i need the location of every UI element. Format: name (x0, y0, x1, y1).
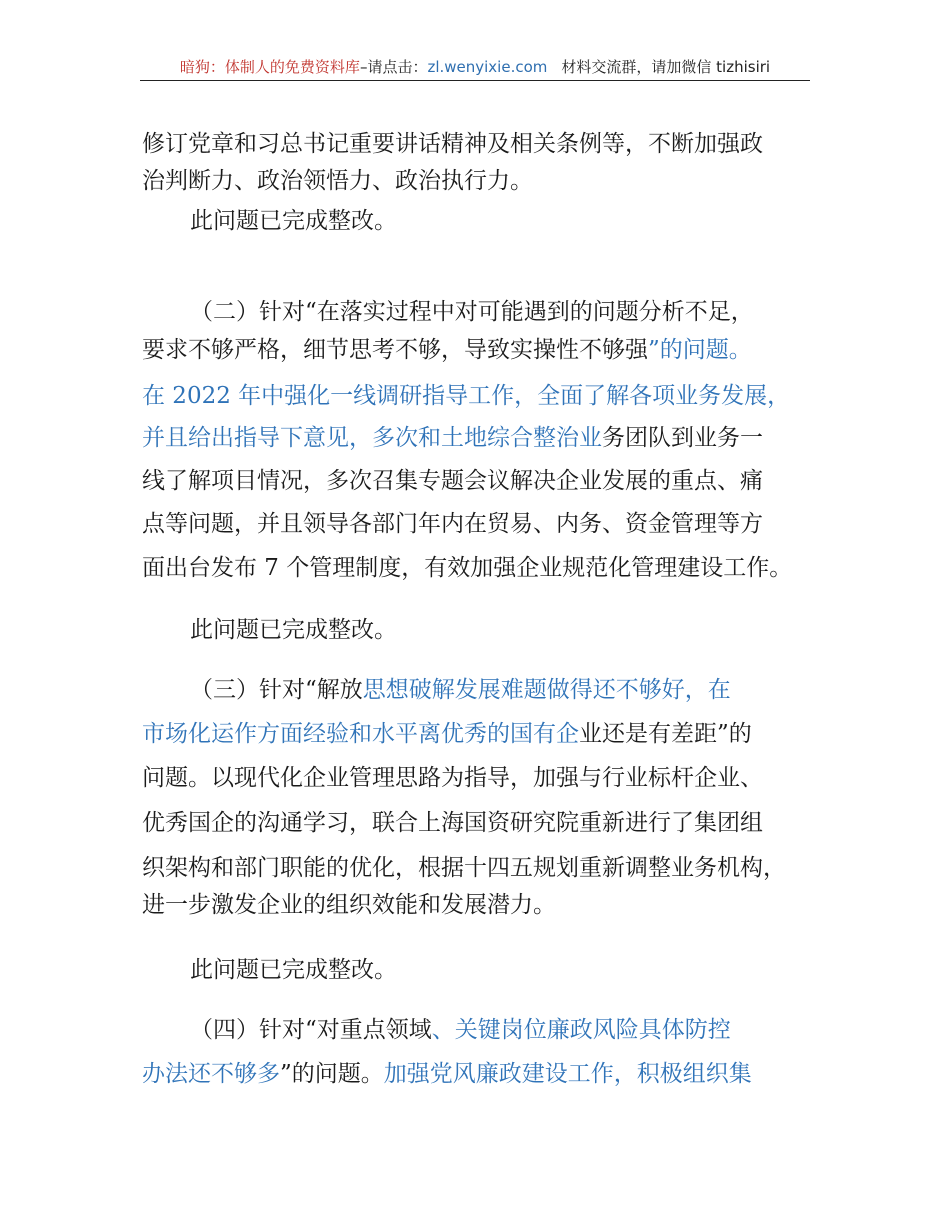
text-seg: 在 2022 年中强化一线调研指导工作，全面了解各项业务发展， (142, 383, 791, 409)
text-seg: （四）针对“对重点领域 (190, 1017, 432, 1043)
text-seg: 点等问题，并且领导各部门年内在贸易、内务、资金管理等方 (142, 511, 763, 537)
text-seg: 线了解项目情况，多次召集专题会议解决企业发展的重点、痛 (142, 468, 763, 494)
text-seg: （三）针对“解放 (190, 677, 363, 703)
header-prompt: –请点击： (359, 58, 428, 76)
status-line (190, 950, 397, 990)
text-line (142, 885, 556, 925)
text-seg: 要求不够严格，细节思考不够，导致实操性不够强 (142, 337, 648, 363)
header-url-link[interactable]: zl.wenyixie.com (427, 58, 548, 76)
status-line (190, 201, 397, 241)
text-line (190, 292, 754, 332)
text-line (142, 548, 792, 588)
text-seg: 修订党章和习总书记重要讲话精神及相关条例等，不断加强政 (142, 131, 763, 157)
text-line (142, 418, 763, 458)
text-seg: 织架构和部门职能的优化，根据十四五规划重新调整业务机构， (142, 855, 786, 881)
text-line (142, 848, 786, 888)
text-seg: 并且给出指导下意见，多次和土地综合整治业 (142, 425, 602, 451)
text-seg: 市场化运作方面经验和水平离优秀的国有企 (142, 721, 579, 747)
text-seg: 、关键岗位廉政风险具体防控 (431, 1017, 731, 1043)
text-line (190, 1010, 731, 1050)
text-line (190, 670, 731, 710)
text-line (142, 161, 533, 201)
text-seg: 务团队到业务一 (602, 425, 763, 451)
text-seg: 办法还不够多 (142, 1061, 280, 1087)
text-line (142, 124, 763, 164)
header-group-note: 材料交流群，请加微信 tizhisiri (561, 58, 771, 76)
text-seg: 优秀国企的沟通学习，联合上海国资研究院重新进行了集团组 (142, 810, 763, 836)
text-seg: 思想破解发展难题做得还不够好，在 (362, 677, 731, 703)
text-seg: （二）针对“在落实过程中对可能遇到的问题分析不足， (190, 299, 754, 325)
text-seg: 加强党风廉政建设工作，积极组织集 (383, 1061, 752, 1087)
text-line (142, 376, 790, 416)
text-line (142, 504, 763, 544)
header-brand: 暗狗：体制人的免费资料库 (179, 58, 360, 76)
text-seg: 问题。以现代化企业管理思路为指导，加强与行业标杆企业、 (142, 765, 763, 791)
text-seg: 业还是有差距”的 (579, 721, 752, 747)
text-seg: 此问题已完成整改。 (190, 617, 397, 643)
page-header (140, 56, 810, 81)
text-line (142, 803, 763, 843)
text-line (142, 461, 763, 501)
text-line (142, 714, 752, 754)
text-seg: ”的问题。 (648, 337, 752, 363)
text-line (142, 330, 752, 370)
text-seg: 此问题已完成整改。 (190, 957, 397, 983)
text-seg: 治判断力、政治领悟力、政治执行力。 (142, 168, 533, 194)
text-line (142, 758, 763, 798)
text-seg: 此问题已完成整改。 (190, 208, 397, 234)
text-line (142, 1054, 752, 1094)
text-seg: 面出台发布 7 个管理制度，有效加强企业规范化管理建设工作。 (142, 555, 793, 581)
status-line (190, 610, 397, 650)
text-seg: 进一步激发企业的组织效能和发展潜力。 (142, 892, 556, 918)
text-seg: ”的问题。 (280, 1061, 384, 1087)
